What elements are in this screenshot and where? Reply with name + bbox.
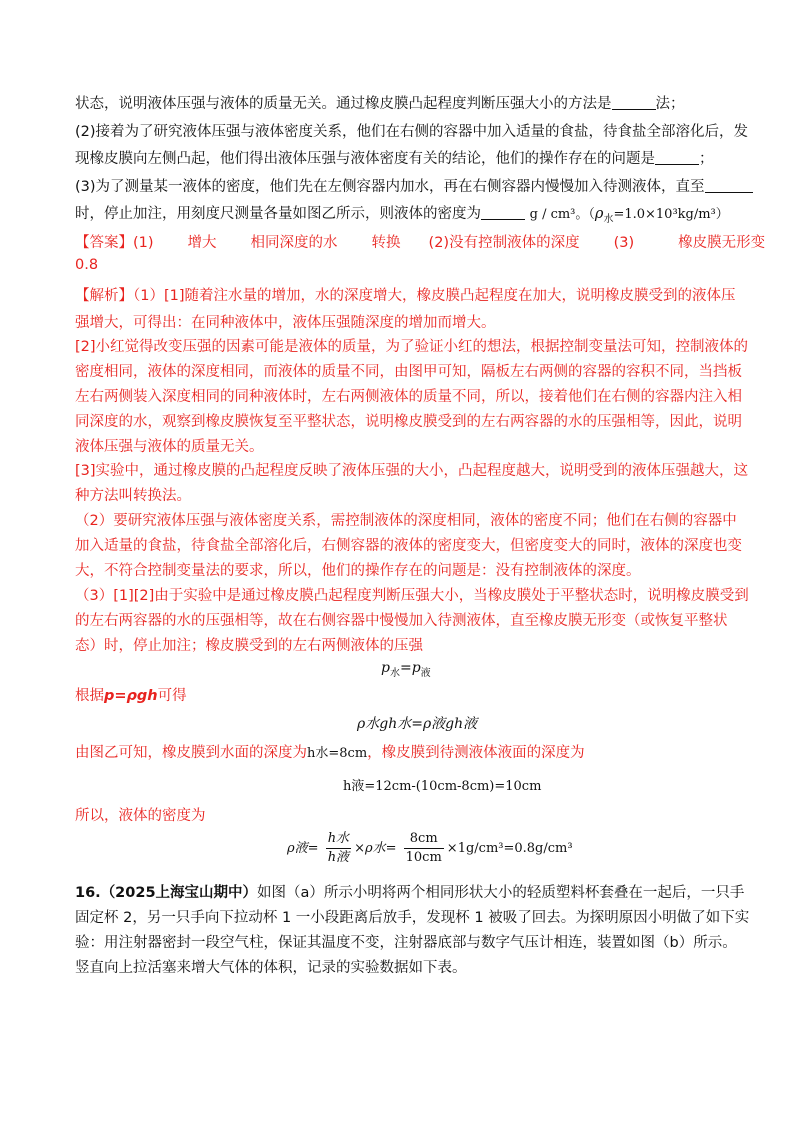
- answer-item: 增大: [187, 235, 217, 251]
- eq-subscript: 液: [420, 668, 431, 679]
- analysis-text: [3]实验中，通过橡皮膜的凸起程度反映了液体压强的大小，凸起程度越大，说明受到的液体压强越大，这: [75, 463, 749, 479]
- formula-text: p=ρgh: [104, 688, 158, 704]
- analysis-line: [75, 486, 191, 506]
- fraction-numerator: 8cm: [404, 830, 444, 849]
- question-16-line: [75, 958, 467, 978]
- equation-pressure-balance: [381, 660, 431, 679]
- question-text: 状态，说明液体压强与液体的质量无关。通过橡皮膜凸起程度判断压强大小的方法是: [75, 96, 612, 112]
- fraction-denominator: 10cm: [405, 850, 442, 865]
- question-line-1: [75, 94, 685, 114]
- analysis-text: 态）时，停止加注；橡皮膜受到的左右两侧液体的压强: [75, 638, 423, 654]
- analysis-text: 由图乙可知，橡皮膜到水面的深度为: [75, 745, 307, 761]
- fraction-denominator: h液: [327, 850, 350, 865]
- analysis-text: [2]小红觉得改变压强的因素可能是液体的质量，为了验证小红的想法，根据控制变量法可知，控制液体的: [75, 339, 749, 355]
- eq-text: ρ水gh水=ρ液gh液: [357, 716, 478, 732]
- eq-text: ρ液=: [287, 841, 319, 856]
- question-line-5: [75, 204, 729, 230]
- equation-liquid-depth: [343, 775, 541, 794]
- answer-line: [75, 233, 765, 253]
- answer-item: (1): [133, 235, 154, 251]
- eq-subscript: 水: [389, 668, 400, 679]
- eq-text: ×1g/cm³=0.8g/cm³: [446, 841, 573, 856]
- answer-blank: [481, 205, 525, 220]
- depth-value: h水=8cm: [307, 746, 368, 761]
- equation-density-depth: [357, 713, 477, 733]
- question-line-2: [75, 122, 748, 142]
- fraction-numerator: h水: [326, 830, 351, 849]
- analysis-text: ，橡皮膜到待测液体液面的深度为: [367, 745, 585, 761]
- answer-item: 橡皮膜无形变: [678, 235, 766, 251]
- question-text: (3)为了测量某一液体的密度，他们先在左侧容器内加水，再在右侧容器内慢慢加入待测液体，直至: [75, 179, 705, 195]
- answer-item: 转换: [371, 235, 401, 251]
- analysis-line: [75, 611, 728, 631]
- answer-tail: [75, 255, 98, 275]
- analysis-text: 的左右两容器的水的压强相等，故在右侧容器中慢慢加入待测液体，直至橡皮膜无形变（或恢复平整状: [75, 613, 728, 629]
- answer-item: (3): [613, 235, 635, 251]
- analysis-line: [75, 286, 736, 306]
- answer-blank: [705, 178, 753, 193]
- answer-tag: 【答案】: [75, 235, 133, 251]
- analysis-line: [75, 362, 742, 382]
- question-text: (2)接着为了研究液体压强与液体密度关系，他们在右侧的容器中加入适量的食盐，待食盐全部溶化后，发: [75, 124, 749, 140]
- analysis-line: [75, 313, 496, 333]
- analysis-line: [75, 806, 206, 826]
- eq-symbol: p: [381, 660, 390, 676]
- analysis-line: [75, 437, 264, 457]
- answer-blank: [612, 95, 656, 110]
- question-text: 如图（a）所示小明将两个相同形状大小的轻质塑料杯套叠在一起后，一只手: [257, 885, 745, 901]
- question-line-4: [75, 177, 753, 197]
- analysis-text: 强增大，可得出：在同种液体中，液体压强随深度的增加而增大。: [75, 315, 496, 331]
- question-text: 竖直向上拉活塞来增大气体的体积，记录的实验数据如下表。: [75, 960, 467, 976]
- equation-liquid-density: [287, 830, 573, 867]
- density-value: =1.0×10³kg/m³）: [613, 207, 729, 222]
- answer-item: (2)没有控制液体的深度: [428, 235, 580, 251]
- analysis-text: 左右两侧装入深度相同的同种液体时，左右两侧液体的质量不同，所以，接着他们在右侧的容器内注入相: [75, 389, 742, 405]
- question-number: 16.: [75, 885, 101, 901]
- analysis-line: [75, 511, 737, 531]
- question-text: 固定杯 2，另一只手向下拉动杯 1 一小段距离后放手，发现杯 1 被吸了回去。为探明原因小明做了如下实: [75, 910, 750, 926]
- unit-text: g / cm³。（: [529, 207, 595, 222]
- analysis-text: 大，不符合控制变量法的要求，所以，他们的操作存在的问题是：没有控制液体的深度。: [75, 563, 641, 579]
- question-text: 现橡皮膜向左侧凸起，他们得出液体压强与液体密度有关的结论，他们的操作存在的问题是: [75, 151, 655, 167]
- analysis-line: [75, 561, 641, 581]
- analysis-line: [75, 412, 742, 432]
- analysis-text: 根据: [75, 688, 104, 704]
- question-source: （2025上海宝山期中）: [100, 885, 258, 901]
- analysis-line: [75, 461, 748, 481]
- eq-text: ×ρ水=: [354, 841, 397, 856]
- analysis-line: [75, 337, 748, 357]
- analysis-text: （1）[1]随着注水量的增加，水的深度增大，橡皮膜凸起程度在加大，说明橡皮膜受到的液体压: [133, 288, 736, 304]
- analysis-text: 所以，液体的密度为: [75, 808, 206, 824]
- analysis-tag: 【解析】: [75, 288, 133, 304]
- question-16-line: [75, 933, 737, 953]
- question-text: 时，停止加注，用刻度尺测量各量如图乙所示，则液体的密度为: [75, 206, 481, 222]
- rho-subscript: 水: [603, 214, 614, 225]
- analysis-text: （2）要研究液体压强与液体密度关系，需控制液体的深度相同，液体的密度不同；他们在右侧的容器中: [75, 513, 737, 529]
- analysis-text: 加入适量的食盐，待食盐全部溶化后，右侧容器的液体的密度变大，但密度变大的同时，液体的深度也变: [75, 538, 742, 554]
- eq-symbol: p: [411, 660, 421, 676]
- analysis-line: [75, 743, 585, 764]
- analysis-text: 同深度的水，观察到橡皮膜恢复至平整状态，说明橡皮膜受到的左右两容器的水的压强相等，因此，说明: [75, 414, 742, 430]
- answer-value: 0.8: [75, 257, 99, 273]
- analysis-line: [75, 636, 423, 656]
- analysis-line: [75, 586, 749, 606]
- eq-text: h液=12cm-(10cm-8cm)=10cm: [343, 779, 542, 794]
- fraction-depth-values: [404, 830, 444, 867]
- question-text: 验：用注射器密封一段空气柱，保证其温度不变，注射器底部与数字气压计相连，装置如图（b）所示。: [75, 935, 737, 951]
- rho-symbol: ρ: [594, 206, 604, 222]
- question-text: 法；: [655, 96, 685, 112]
- fraction-depth-ratio: [326, 830, 351, 867]
- analysis-text: 液体压强与液体的质量无关。: [75, 439, 264, 455]
- analysis-text: 密度相同，液体的深度相同，而液体的质量不同，由图甲可知，隔板左右两侧的容器的容积不同，当挡板: [75, 364, 742, 380]
- question-line-3: [75, 149, 714, 169]
- answer-blank: [655, 150, 699, 165]
- analysis-text: 种方法叫转换法。: [75, 488, 191, 504]
- answer-item: 相同深度的水: [250, 235, 338, 251]
- analysis-line: [75, 387, 742, 407]
- eq-operator: =: [399, 660, 412, 676]
- question-16-line: [75, 883, 744, 903]
- question-16-line: [75, 908, 749, 928]
- analysis-line: [75, 686, 187, 706]
- analysis-line: [75, 536, 742, 556]
- analysis-text: 可得: [157, 688, 187, 704]
- question-text: ；: [699, 151, 714, 167]
- analysis-text: （3）[1][2]由于实验中是通过橡皮膜凸起程度判断压强大小，当橡皮膜处于平整状态时，说明橡皮膜受到: [75, 588, 749, 604]
